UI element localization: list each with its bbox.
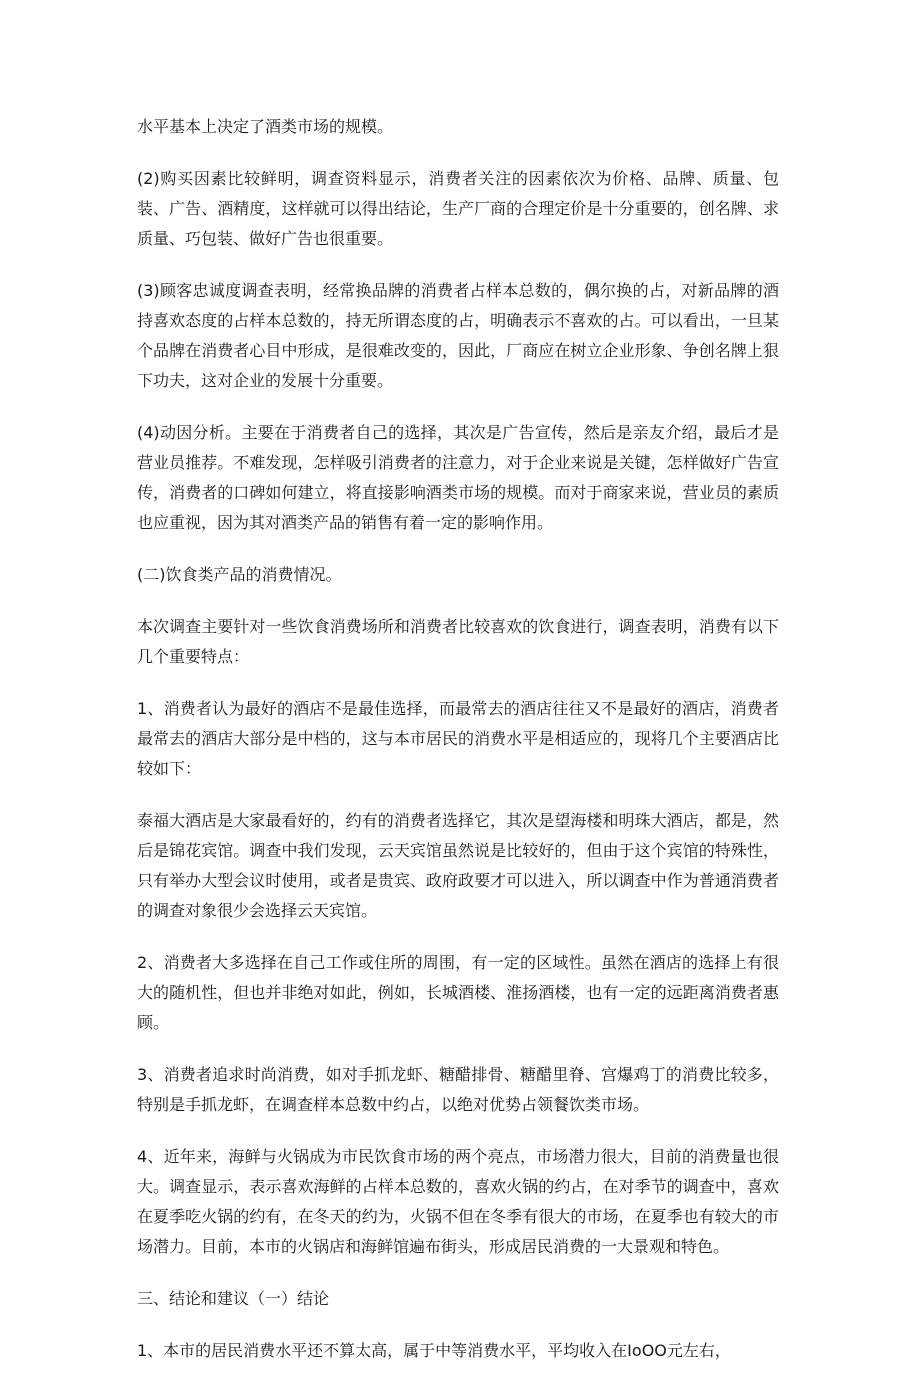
paragraph-point-1: 1、消费者认为最好的酒店不是最佳选择，而最常去的酒店往往又不是最好的酒店，消费者最常去的酒店大部分是中档的，这与本市居民的消费水平是相适应的，现将几个主要酒店比较如下：	[137, 699, 779, 778]
section-heading-conclusions: 三、结论和建议（一）结论	[137, 1289, 330, 1308]
document-page	[137, 112, 779, 1388]
paragraph-point-2: 2、消费者大多选择在自己工作或住所的周围，有一定的区域性。虽然在酒店的选择上有很大的随机性，但也并非绝对如此，例如，长城酒楼、淮扬酒楼，也有一定的远距离消费者惠顾。	[137, 953, 779, 1032]
paragraph-purchase-factors: (2)购买因素比较鲜明，调查资料显示，消费者关注的因素依次为价格、品牌、质量、包装、广告、酒精度，这样就可以得出结论，生产厂商的合理定价是十分重要的，创名牌、求质量、巧包装、做好广告也很重要。	[137, 169, 779, 248]
paragraph-market-scale: 水平基本上决定了酒类市场的规模。	[137, 117, 394, 136]
paragraph-motivation-analysis: (4)动因分析。主要在于消费者自己的选择，其次是广告宣传，然后是亲友介绍，最后才是营业员推荐。不难发现，怎样吸引消费者的注意力，对于企业来说是关键，怎样做好广告宣传，消费者的口碑如何建立，将直接影响酒类市场的规模。而对于商家来说，营业员的素质也应重视，因为其对酒类产品的销售有着一定的影响作用。	[137, 423, 779, 532]
section-heading-food-consumption: (二)饮食类产品的消费情况。	[137, 565, 342, 584]
paragraph-point-3: 3、消费者追求时尚消费，如对手抓龙虾、糖醋排骨、糖醋里脊、宫爆鸡丁的消费比较多，特别是手抓龙虾，在调查样本总数中约占，以绝对优势占领餐饮类市场。	[137, 1065, 779, 1114]
paragraph-customer-loyalty: (3)顾客忠诚度调查表明，经常换品牌的消费者占样本总数的，偶尔换的占，对新品牌的酒持喜欢态度的占样本总数的，持无所谓态度的占，明确表示不喜欢的占。可以看出，一旦某个品牌在消费者心目中形成，是很难改变的，因此，厂商应在树立企业形象、争创名牌上狠下功夫，这对企业的发展十分重要。	[137, 281, 779, 390]
paragraph-conclusion-1: 1、本市的居民消费水平还不算太高，属于中等消费水平，平均收入在IoOO元左右，	[137, 1341, 731, 1360]
paragraph-survey-intro: 本次调查主要针对一些饮食消费场所和消费者比较喜欢的饮食进行，调查表明，消费有以下几个重要特点：	[137, 617, 779, 666]
paragraph-hotel-comparison: 泰福大酒店是大家最看好的，约有的消费者选择它，其次是望海楼和明珠大酒店，都是，然后是锦花宾馆。调查中我们发现，云天宾馆虽然说是比较好的，但由于这个宾馆的特殊性，只有举办大型会议时使用，或者是贵宾、政府政要才可以进入，所以调查中作为普通消费者的调查对象很少会选择云天宾馆。	[137, 811, 779, 920]
paragraph-point-4: 4、近年来，海鲜与火锅成为市民饮食市场的两个亮点，市场潜力很大，目前的消费量也很大。调查显示，表示喜欢海鲜的占样本总数的，喜欢火锅的约占，在对季节的调查中，喜欢在夏季吃火锅的约有，在冬天的约为，火锅不但在冬季有很大的市场，在夏季也有较大的市场潜力。目前，本市的火锅店和海鲜馆遍布街头，形成居民消费的一大景观和特色。	[137, 1147, 779, 1256]
